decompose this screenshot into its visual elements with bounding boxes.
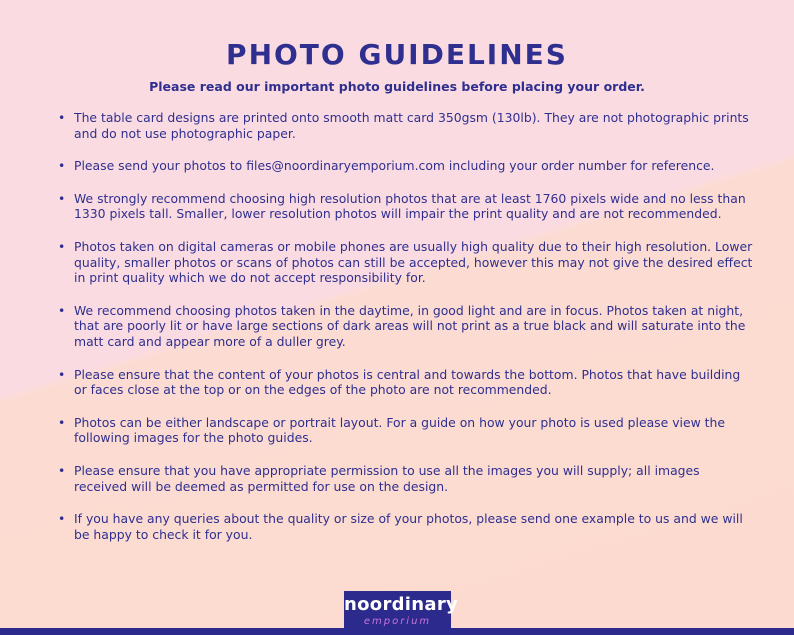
guideline-item: • We recommend choosing photos taken in the daytime, in good light and are in focus. Photos taken at night, that are poorly lit or have large sections of dark areas will not print as a true black and will saturate into the matt card and appear more of a duller grey. xyxy=(56,303,756,350)
guideline-item: • Please ensure that the content of your photos is central and towards the bottom. Photos that have building or faces close at the top or on the edges of the photo are not recommended. xyxy=(56,367,756,398)
footer-bar xyxy=(0,628,794,635)
guideline-item: • Please send your photos to files@noordinaryemporium.com including your order number for reference. xyxy=(56,158,756,174)
logo-subline: emporium xyxy=(363,616,432,627)
guideline-item: • Please ensure that you have appropriate permission to use all the images you will supply; all images received will be deemed as permitted for use on the design. xyxy=(56,463,756,494)
guideline-item: • If you have any queries about the quality or size of your photos, please send one example to us and we will be happy to check it for you. xyxy=(56,511,756,542)
guideline-item: • Photos taken on digital cameras or mobile phones are usually high quality due to their high resolution. Lower quality, smaller photos or scans of photos can still be accepted, however this may not give the desired effect in print quality which we do not accept responsibility for. xyxy=(56,239,756,286)
logo-wordmark: noordinary xyxy=(344,594,459,615)
guideline-item: • Photos can be either landscape or portrait layout. For a guide on how your photo is used please view the following images for the photo guides. xyxy=(56,415,756,446)
guidelines-list xyxy=(56,110,756,542)
guideline-item: • The table card designs are printed onto smooth matt card 350gsm (130lb). They are not photographic prints and do not use photographic paper. xyxy=(56,110,756,141)
page-subtitle: Please read our important photo guidelines before placing your order. xyxy=(149,79,645,94)
page-title: PHOTO GUIDELINES xyxy=(226,38,568,71)
guideline-item: • We strongly recommend choosing high resolution photos that are at least 1760 pixels wide and no less than 1330 pixels tall. Smaller, lower resolution photos will impair the print quality and are not recommended. xyxy=(56,191,756,222)
